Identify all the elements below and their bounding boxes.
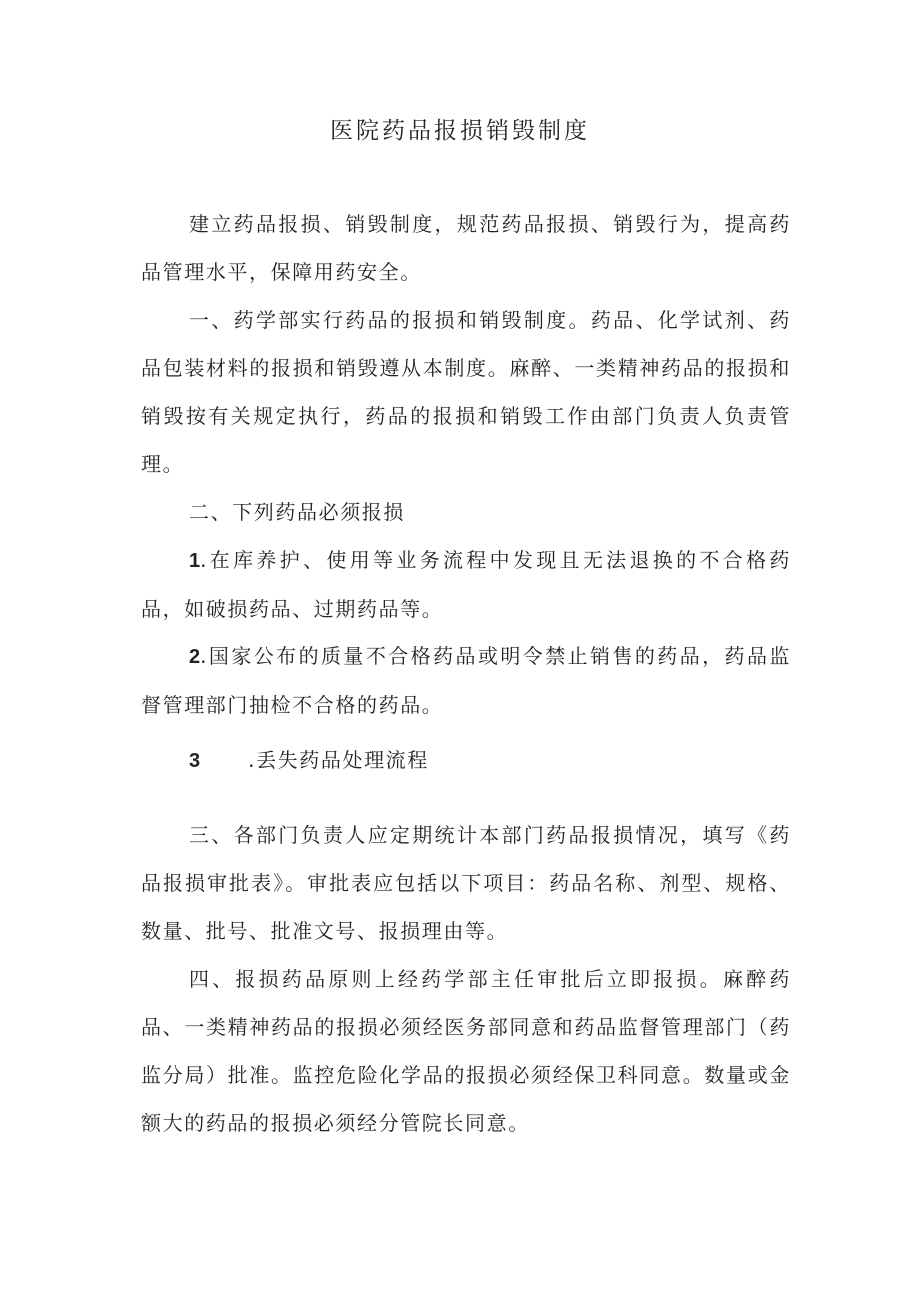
intro-paragraph: 建立药品报损、销毁制度，规范药品报损、销毁行为，提高药品管理水平，保障用药安全。 [141, 212, 791, 284]
list-item-1 [141, 536, 791, 633]
section-two-heading: 二、下列药品必须报损 [189, 500, 405, 524]
list-item-text: .在库养护、使用等业务流程中发现且无法退换的不合格药品，如破损药品、过期药品等。 [141, 548, 791, 621]
section-one-paragraph: 一、药学部实行药品的报损和销毁制度。药品、化学试剂、药品包装材料的报损和销毁遵从本制度。麻醉、一类精神药品的报损和销毁按有关规定执行，药品的报损和销毁工作由部门负责人负责管理。 [141, 308, 791, 476]
section-three-paragraph: 三、各部门负责人应定期统计本部门药品报损情况，填写《药品报损审批表》。审批表应包括以下项目：药品名称、剂型、规格、数量、批号、批准文号、报损理由等。 [141, 823, 791, 943]
document-title: 医院药品报损销毁制度 [330, 118, 590, 144]
section-four-paragraph: 四、报损药品原则上经药学部主任审批后立即报损。麻醉药品、一类精神药品的报损必须经医务部同意和药品监督管理部门（药监分局）批准。监控危险化学品的报损必须经保卫科同意。数量或金额大的药品的报损必须经分管院长同意。 [141, 967, 791, 1135]
list-item-text: .国家公布的质量不合格药品或明令禁止销售的药品，药品监督管理部门抽检不合格的药品。 [141, 644, 791, 717]
list-item-text: .丢失药品处理流程 [248, 748, 429, 772]
list-item-number: 3 [189, 750, 201, 772]
list-item-3 [141, 736, 791, 785]
list-item-number: 1 [189, 550, 201, 572]
list-item-number: 2 [189, 646, 201, 668]
list-item-2 [141, 632, 791, 729]
